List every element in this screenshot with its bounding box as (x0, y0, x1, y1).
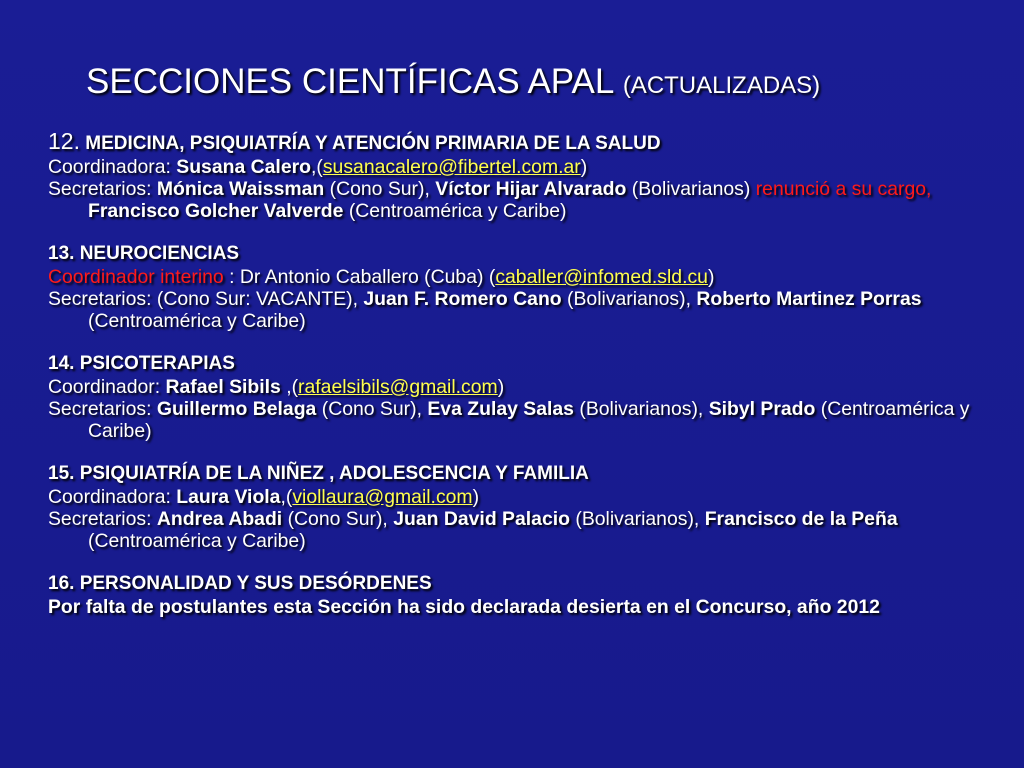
secretary-name: Mónica Waissman (156, 178, 325, 200)
secretaries-line (48, 178, 998, 222)
section-number: 15. (48, 463, 75, 484)
title-main: SECCIONES CIENTÍFICAS APAL (86, 62, 614, 101)
coordinator-name: Laura Viola (176, 486, 281, 508)
secretary-name: Roberto Martinez Porras (696, 288, 922, 310)
secretary-name: Francisco de la Peña (704, 508, 898, 530)
coordinator-line: Coordinadora: Laura Viola,(viollaura@gmail.com) (48, 486, 480, 508)
secretaries-line (48, 508, 998, 552)
section-number: 14. (48, 353, 75, 374)
coordinator-line: Coordinadora: Susana Calero,(susanacalero@fibertel.com.ar) (48, 156, 588, 178)
coordinator-email-link[interactable]: viollaura@gmail.com (292, 486, 473, 508)
section-number: 13. (48, 243, 75, 264)
coordinator-label: Coordinador interino (48, 266, 224, 288)
coordinator-email-link[interactable]: caballer@infomed.sld.cu (495, 266, 708, 288)
coordinator-name: Susana Calero (176, 156, 311, 178)
title-suffix: (ACTUALIZADAS) (622, 72, 821, 99)
section-number: 16. (48, 573, 75, 594)
secretaries-line (48, 288, 998, 332)
secretary-name: Juan F. Romero Cano (363, 288, 562, 310)
coordinator-line: Coordinador: Rafael Sibils ,(rafaelsibils@gmail.com) (48, 376, 505, 398)
section-heading (48, 241, 998, 266)
coordinator-name: : Dr Antonio Caballero (Cuba) (229, 266, 484, 288)
coordinator-name: Rafael Sibils (165, 376, 281, 398)
section-heading (48, 571, 998, 596)
secretary-name: Sibyl Prado (708, 398, 816, 420)
coordinator-email-link[interactable]: susanacalero@fibertel.com.ar (322, 156, 581, 178)
secretary-vacancy: (Cono Sur: VACANTE), (156, 288, 358, 310)
secretary-name: Guillermo Belaga (156, 398, 317, 420)
section-title: NEUROCIENCIAS (79, 243, 240, 264)
section-heading (48, 351, 998, 376)
section-title: PERSONALIDAD Y SUS DESÓRDENES (79, 573, 432, 594)
secretary-region: (Cono Sur), (321, 398, 422, 420)
coordinator-label: Coordinador: (48, 376, 161, 398)
secretary-region: (Bolivarianos) (631, 178, 751, 200)
secretaries-label: Secretarios: (48, 508, 152, 530)
section-title: MEDICINA, PSIQUIATRÍA Y ATENCIÓN PRIMARIA DE LA SALUD (85, 133, 661, 154)
secretary-region: (Centroamérica y Caribe) (88, 398, 970, 442)
slide-title (86, 62, 820, 106)
secretary-region: (Centroamérica y Caribe) (348, 200, 567, 222)
secretary-region: (Centroamérica y Caribe) (88, 310, 306, 332)
coordinator-line: Coordinador interino : Dr Antonio Caballero (Cuba) (caballer@infomed.sld.cu) (48, 266, 715, 288)
secretary-region: (Cono Sur), (329, 178, 430, 200)
section-number: 12. (48, 128, 80, 154)
resignation-note: renunció a su cargo, (755, 178, 932, 200)
coordinator-email-link[interactable]: rafaelsibils@gmail.com (298, 376, 498, 398)
secretary-name: Andrea Abadi (156, 508, 283, 530)
secretary-name: Víctor Hijar Alvarado (435, 178, 627, 200)
coordinator-label: Coordinadora: (48, 156, 171, 178)
section-12 (48, 129, 998, 222)
secretaries-label: Secretarios: (48, 288, 152, 310)
secretaries-line (48, 398, 998, 442)
secretary-region: (Bolivarianos), (579, 398, 704, 420)
section-heading (48, 461, 998, 486)
secretaries-label: Secretarios: (48, 178, 152, 200)
section-heading (48, 129, 998, 156)
secretary-name: Juan David Palacio (393, 508, 570, 530)
section-note: Por falta de postulantes esta Sección ha sido declarada desierta en el Concurso, año 2012 (48, 596, 880, 618)
section-15 (48, 461, 998, 552)
secretary-region: (Cono Sur), (287, 508, 388, 530)
section-title: PSICOTERAPIAS (79, 353, 235, 374)
sections-list (48, 129, 998, 637)
section-title: PSIQUIATRÍA DE LA NIÑEZ , ADOLESCENCIA Y FAMILIA (79, 463, 589, 484)
secretary-name: Eva Zulay Salas (427, 398, 574, 420)
secretary-region: (Centroamérica y Caribe) (88, 530, 306, 552)
secretary-region: (Bolivarianos), (567, 288, 691, 310)
secretary-name: Francisco Golcher Valverde (88, 200, 344, 222)
section-16 (48, 571, 998, 618)
coordinator-label: Coordinadora: (48, 486, 171, 508)
section-13 (48, 241, 998, 332)
secretary-region: (Bolivarianos), (575, 508, 700, 530)
secretaries-label: Secretarios: (48, 398, 152, 420)
section-14 (48, 351, 998, 442)
